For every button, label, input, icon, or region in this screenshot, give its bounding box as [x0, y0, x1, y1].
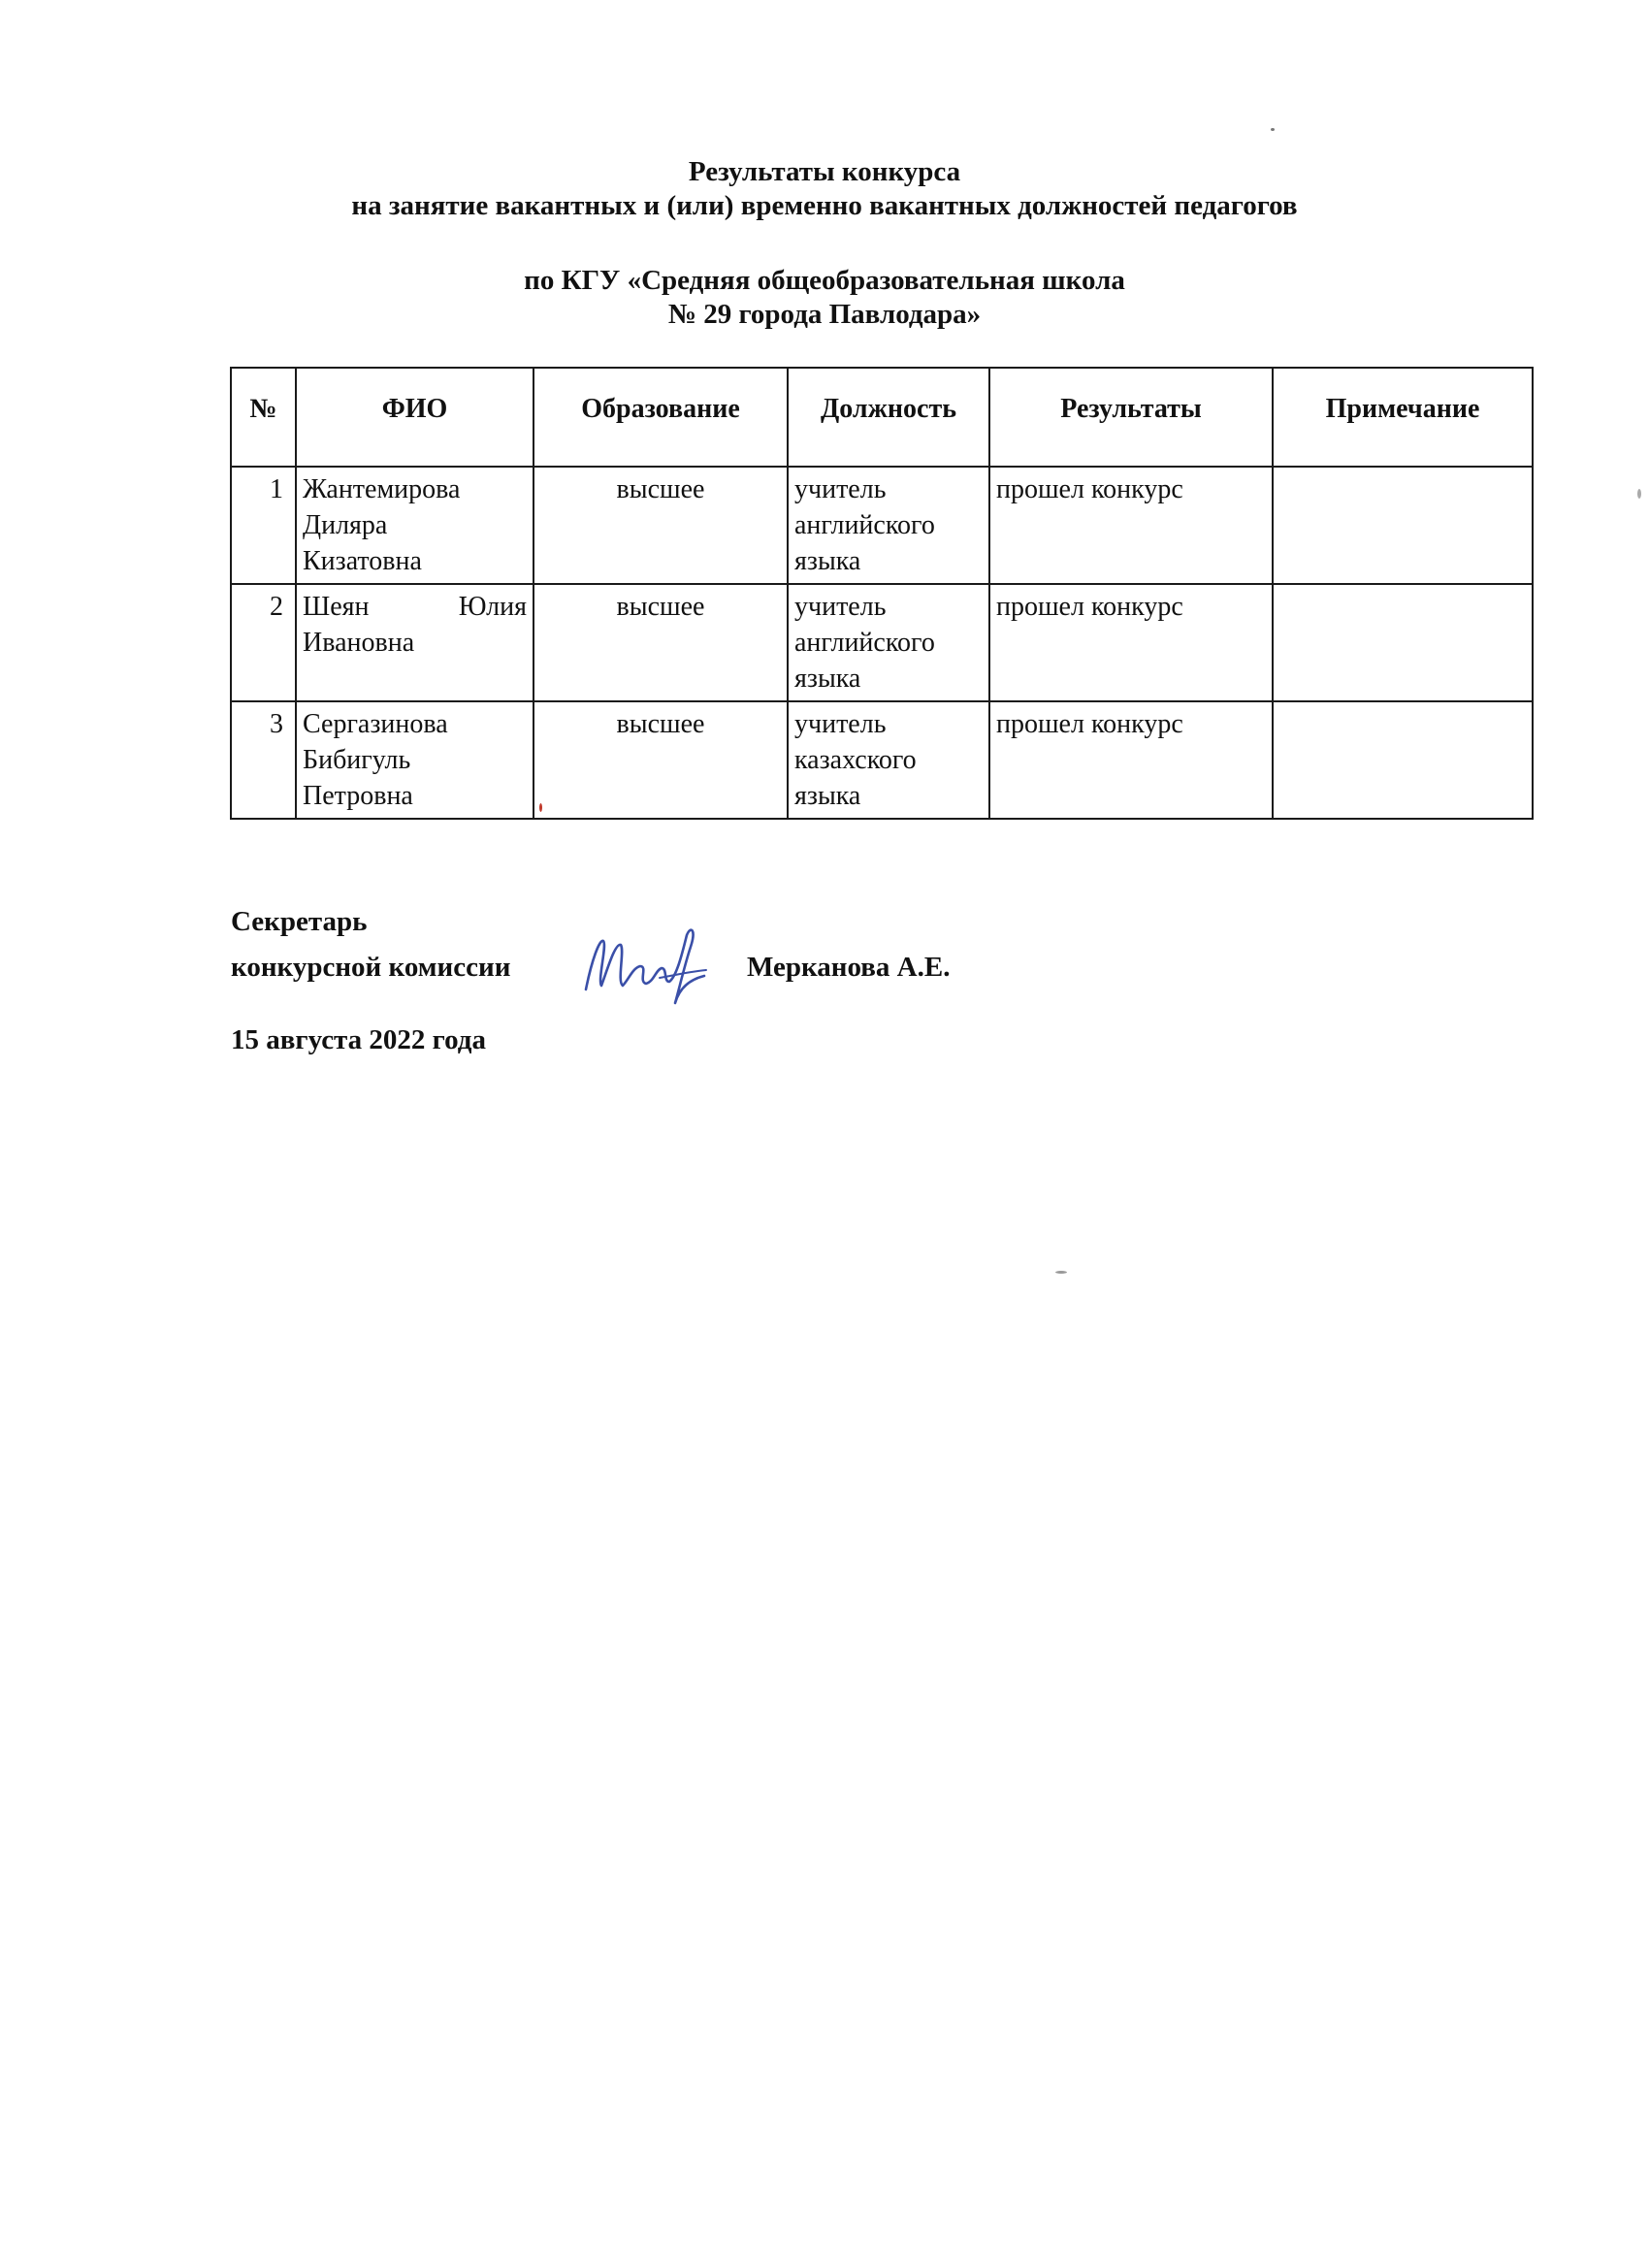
header-results: Результаты: [989, 368, 1273, 467]
table-row: [231, 701, 1533, 819]
row-number: 1: [231, 467, 296, 584]
fio-word: Шеян: [303, 592, 370, 622]
row-position: [788, 467, 989, 584]
fio-line: Диляра: [303, 510, 388, 540]
position-line: английского: [794, 628, 935, 658]
row-result: прошел конкурс: [989, 701, 1273, 819]
fio-line: Бибигуль: [303, 745, 411, 775]
handwritten-signature: [578, 922, 714, 1014]
row-education: высшее: [534, 584, 788, 701]
organization-line-1: по КГУ «Средняя общеобразовательная школа: [524, 265, 1125, 296]
row-result: прошел конкурс: [989, 467, 1273, 584]
scan-speck: [1055, 1271, 1067, 1274]
secretary-title-line-2: конкурсной комиссии: [231, 952, 511, 983]
results-table: [230, 367, 1534, 820]
position-line: языка: [794, 664, 861, 694]
scan-speck: [1637, 489, 1641, 499]
title-line-1: Результаты конкурса: [688, 156, 961, 187]
header-position: Должность: [788, 368, 989, 467]
document-date: 15 августа 2022 года: [231, 1024, 486, 1055]
organization-line-2: № 29 города Павлодара»: [667, 299, 982, 330]
position-line: казахского: [794, 745, 917, 775]
fio-line: Кизатовна: [303, 546, 422, 576]
fio-line: Петровна: [303, 781, 413, 811]
table-row: [231, 584, 1533, 701]
fio-word: Юлия: [458, 592, 527, 622]
fio-line: Ивановна: [303, 628, 415, 658]
header-education: Образование: [534, 368, 788, 467]
fio-line: Сергазинова: [303, 709, 448, 739]
row-education: высшее: [534, 701, 788, 819]
row-position: [788, 584, 989, 701]
secretary-name: Мерканова А.Е.: [747, 952, 951, 983]
position-line: языка: [794, 781, 861, 811]
header-note: Примечание: [1273, 368, 1533, 467]
position-line: языка: [794, 546, 861, 576]
secretary-title-line-1: Секретарь: [231, 906, 368, 937]
row-number: 2: [231, 584, 296, 701]
scan-speck: [1271, 128, 1275, 131]
row-fio: [296, 584, 534, 701]
row-fio: [296, 701, 534, 819]
header-fio: ФИО: [296, 368, 534, 467]
position-line: английского: [794, 510, 935, 540]
table-header-row: [231, 368, 1533, 467]
row-education: высшее: [534, 467, 788, 584]
document-title: [0, 155, 1649, 223]
table-row: [231, 467, 1533, 584]
row-result: прошел конкурс: [989, 584, 1273, 701]
row-position: [788, 701, 989, 819]
header-num: №: [231, 368, 296, 467]
position-line: учитель: [794, 592, 887, 622]
row-note: [1273, 467, 1533, 584]
position-line: учитель: [794, 474, 887, 504]
row-fio: [296, 467, 534, 584]
organization-title: [0, 264, 1649, 332]
title-line-2: на занятие вакантных и (или) временно вакантных должностей педагогов: [351, 190, 1298, 221]
row-note: [1273, 701, 1533, 819]
fio-line: [303, 589, 527, 625]
fio-line: Жантемирова: [303, 474, 461, 504]
row-note: [1273, 584, 1533, 701]
row-number: 3: [231, 701, 296, 819]
position-line: учитель: [794, 709, 887, 739]
scan-speck: [539, 803, 542, 812]
